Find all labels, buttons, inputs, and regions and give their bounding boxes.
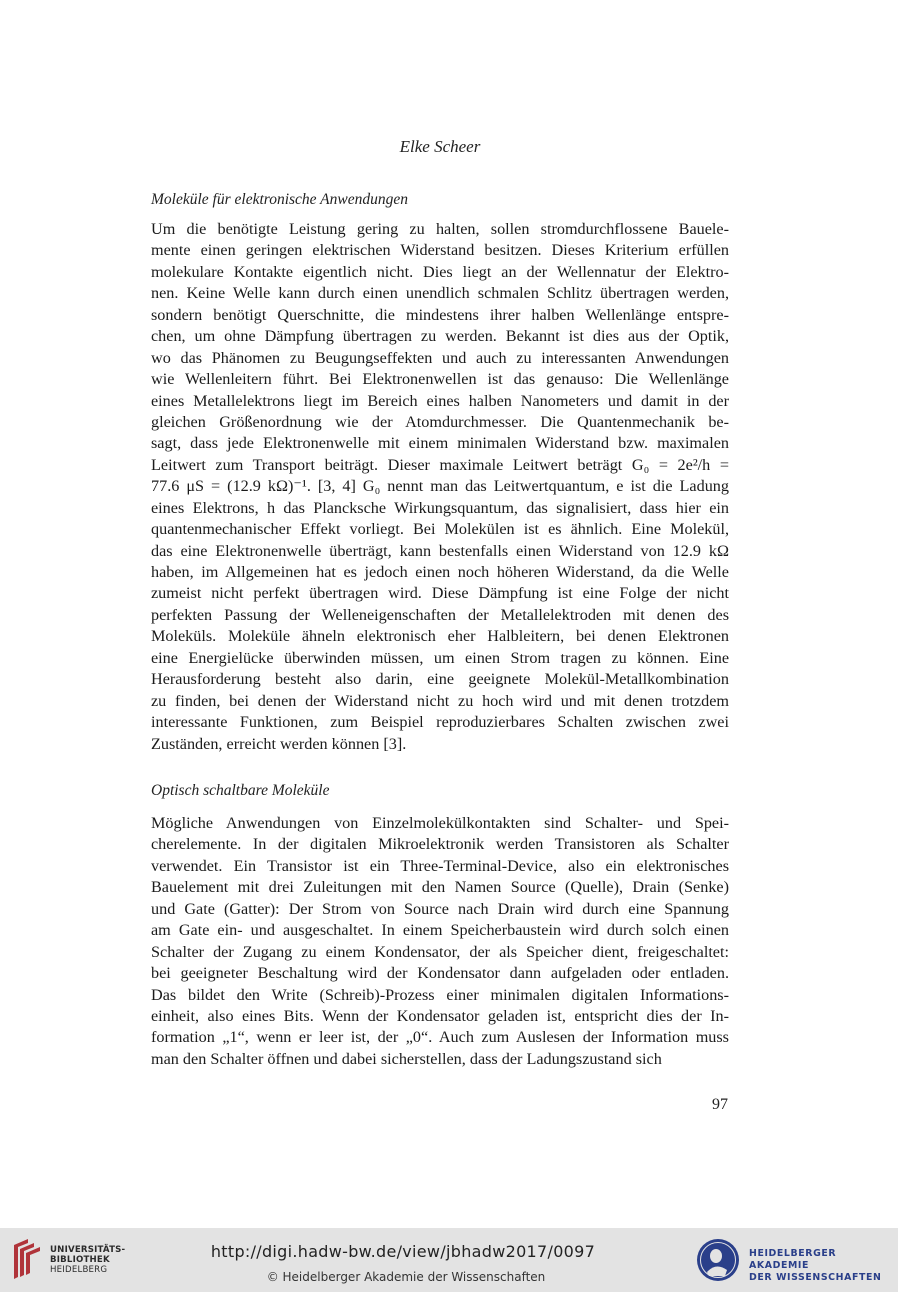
- text-line: 77.6 μS = (12.9 kΩ)⁻¹. [3, 4] G₀ nennt man das Leitwertquantum, e ist die Ladung: [151, 477, 729, 496]
- section-title: Optisch schaltbare Moleküle: [151, 782, 330, 799]
- text-line: quantenmechanischer Effekt vorliegt. Bei Molekülen ist es ähnlich. Eine Molekül,: [151, 520, 729, 539]
- footer-bar: [0, 1228, 898, 1292]
- academy-seal-icon: [695, 1236, 741, 1284]
- university-library-name: UNIVERSITÄTS- BIBLIOTHEK HEIDELBERG: [50, 1245, 126, 1275]
- text-line: Zuständen, erreicht werden können [3].: [151, 734, 407, 753]
- text-line: zu finden, bei denen der Widerstand nicht zu hoch wird und mit denen trotzdem: [151, 691, 729, 710]
- source-url-link[interactable]: http://digi.hadw-bw.de/view/jbhadw2017/0097: [210, 1242, 596, 1261]
- text-line: wie Wellenleitern führt. Bei Elektronenwellen ist das genauso: Die Wellenlänge: [151, 370, 729, 389]
- text-line: einheit, also eines Bits. Wenn der Kondensator geladen ist, entspricht dies der In-: [151, 1006, 729, 1025]
- text-line: Herausforderung besteht also darin, eine geeignete Molekül-Metallkombination: [151, 670, 729, 689]
- text-line: und Gate (Gatter): Der Strom von Source nach Drain wird durch eine Spannung: [151, 899, 729, 918]
- text-line: sagt, dass jede Elektronenwelle mit einem minimalen Widerstand bzw. maximalen: [151, 434, 729, 453]
- text-line: interessante Funktionen, zum Beispiel reproduzierbares Schalten zwischen zwei: [151, 713, 729, 732]
- academy-name: HEIDELBERGER AKADEMIE DER WISSENSCHAFTEN: [749, 1248, 882, 1283]
- text-line: das eine Elektronenwelle überträgt, kann bestenfalls einen Widerstand von 12.9 kΩ: [151, 541, 729, 560]
- text-line: mente einen geringen elektrischen Widerstand besitzen. Dieses Kriterium erfüllen: [151, 241, 729, 260]
- text-line: bei geeigneter Beschaltung wird der Kondensator dann aufgeladen oder entladen.: [151, 964, 729, 983]
- text-line: nen. Keine Welle kann durch einen unendlich schmalen Schlitz übertragen werden,: [151, 284, 729, 303]
- text-line: sondern benötigt Querschnitte, die mindestens ihrer halben Wellenlänge entspre-: [151, 305, 729, 324]
- text-line: am Gate ein- und ausgeschaltet. In einem Speicherbaustein wird durch solch einen: [151, 921, 729, 940]
- paragraph: [151, 219, 729, 755]
- running-head-author: Elke Scheer: [399, 137, 481, 156]
- text-line: eines Metallelektrons liegt im Bereich eines halben Nanometers und damit in der: [151, 391, 729, 410]
- text-line: man den Schalter öffnen und dabei sicherstellen, dass der Ladungszustand sich: [151, 1049, 662, 1068]
- page-number: 97: [712, 1096, 728, 1113]
- paragraph: [151, 813, 729, 1070]
- text-line: chen, um ohne Dämpfung übertragen zu werden. Bekannt ist dies aus der Optik,: [151, 327, 729, 346]
- copyright-notice: © Heidelberger Akademie der Wissenschaften: [266, 1270, 546, 1284]
- text-line: cherelemente. In der digitalen Mikroelektronik werden Transistoren als Schalter: [151, 835, 729, 854]
- text-line: eine Energielücke überwinden müssen, um einen Strom tragen zu können. Eine: [151, 648, 729, 667]
- text-line: Bauelement mit drei Zuleitungen mit den Namen Source (Quelle), Drain (Senke): [151, 878, 729, 897]
- text-line: Mögliche Anwendungen von Einzelmolekülkontakten sind Schalter- und Spei-: [151, 814, 729, 832]
- section-title: Moleküle für elektronische Anwendungen: [151, 191, 408, 208]
- text-line: molekulare Kontakte eigentlich nicht. Dies liegt an der Wellennatur der Elektro-: [151, 262, 729, 281]
- text-line: formation „1“, wenn er leer ist, der „0“. Auch zum Auslesen der Information muss: [151, 1028, 729, 1047]
- text-line: Moleküls. Moleküle ähneln elektronisch eher Halbleitern, bei denen Elektronen: [151, 627, 729, 646]
- text-line: zumeist nicht perfekt übertragen wird. Diese Dämpfung ist eine Folge der nicht: [151, 584, 729, 603]
- text-line: Um die benötigte Leistung gering zu halten, sollen stromdurchflossene Bauele-: [151, 220, 729, 238]
- text-line: verwendet. Ein Transistor ist ein Three-Terminal-Device, also ein elektronisches: [151, 856, 729, 875]
- text-line: perfekten Passung der Welleneigenschaften der Metallelektroden mit denen des: [151, 605, 729, 624]
- text-line: eines Elektrons, h das Plancksche Wirkungsquantum, das signalisiert, dass hier ein: [151, 498, 729, 517]
- text-line: gleichen Größenordnung wie der Atomdurchmesser. Die Quantenmechanik be-: [151, 412, 729, 431]
- text-line: Das bildet den Write (Schreib)-Prozess einer minimalen digitalen Informations-: [151, 985, 729, 1004]
- text-line: haben, im Allgemeinen hat es jedoch einen noch höheren Widerstand, da die Welle: [151, 563, 729, 581]
- text-line: Leitwert zum Transport beiträgt. Dieser maximale Leitwert beträgt G₀ = 2e²/h =: [151, 455, 729, 474]
- text-line: wo das Phänomen zu Beugungseffekten und auch zu interessanten Anwendungen: [151, 348, 729, 367]
- text-line: Schalter der Zugang zu einem Kondensator, der als Speicher dient, freigeschaltet:: [151, 942, 729, 961]
